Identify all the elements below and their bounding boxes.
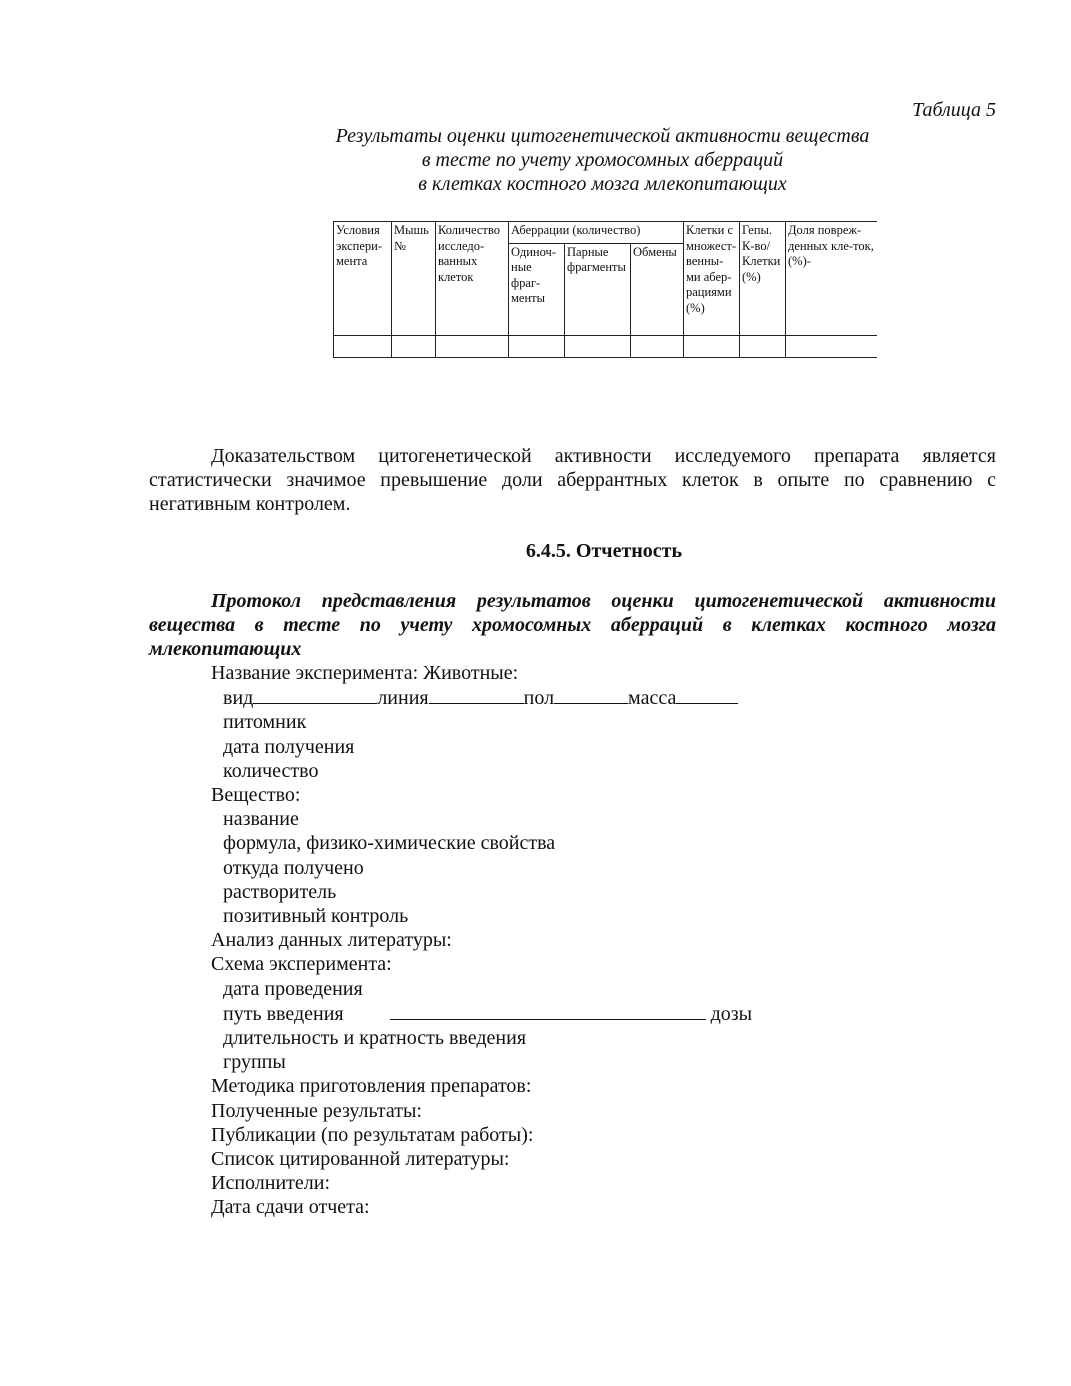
results-label: Полученные результаты: [211, 1099, 422, 1122]
scheme-label: Схема эксперимента: [211, 953, 392, 976]
table-cell [631, 336, 684, 358]
quantity-label: количество [223, 759, 319, 782]
publications-label: Публикации (по результатам работы): [211, 1123, 534, 1146]
executors-label: Исполнители: [211, 1172, 331, 1195]
doses-label: дозы [710, 1002, 753, 1025]
date-conducted-label: дата проведения [223, 977, 363, 1000]
table-cell [436, 336, 509, 358]
species-label: вид [223, 687, 254, 710]
evidence-paragraph: Доказательством цитогенетической активности исследуемого препарата является статистически значимое превышение доли аберрантных клеток в опыте по сравнению с негативным контролем. [149, 445, 996, 515]
section-heading: 6.4.5. Отчетность [525, 540, 683, 562]
line-blank [429, 685, 524, 704]
header-cell-count: Количество исследо-ванных клеток [436, 222, 509, 336]
mass-blank [676, 685, 738, 704]
duration-label: длительность и кратность введения [223, 1027, 527, 1050]
nursery-label: питомник [223, 711, 307, 734]
table-cell [334, 336, 392, 358]
table-header-row [334, 222, 877, 244]
header-damaged-share: Доля повреж-денных кле-ток, (%)- [786, 222, 877, 336]
table-empty-row [334, 336, 877, 358]
positive-control-label: позитивный контроль [223, 905, 409, 928]
route-blank [390, 1001, 706, 1020]
species-blank [253, 685, 377, 704]
line-label: линия [377, 687, 429, 710]
caption-line-1: Результаты оценки цитогенетической активности вещества [335, 125, 870, 147]
experiment-name-label: Название эксперимента: Животные: [211, 662, 519, 684]
header-mouse: Мышь № [392, 222, 436, 336]
table-number-label: Таблица 5 [912, 99, 996, 121]
table-cell [786, 336, 877, 358]
protocol-form [211, 661, 752, 1220]
table-cell [684, 336, 740, 358]
caption-line-2: в тесте по учету хромосомных аберраций [421, 149, 784, 171]
route-doses-line [211, 1001, 752, 1026]
subheader-single-fragments: Одиноч-ные фраг-менты [509, 243, 565, 335]
header-conditions: Условия экспери-мента [334, 222, 392, 336]
substance-name-label: название [223, 808, 299, 831]
header-gaps: Гепы. К-во/ Клетки (%) [740, 222, 786, 336]
table-caption [250, 124, 955, 196]
mass-label: масса [628, 687, 677, 710]
table-cell [565, 336, 631, 358]
sex-blank [554, 685, 628, 704]
literature-analysis-label: Анализ данных литературы: [211, 929, 452, 952]
references-label: Список цитированной литературы: [211, 1148, 510, 1171]
table-cell [392, 336, 436, 358]
results-table [333, 221, 877, 358]
report-date-label: Дата сдачи отчета: [211, 1196, 370, 1219]
substance-label: Вещество: [211, 784, 301, 807]
table-cell [509, 336, 565, 358]
formula-label: формула, физико-химические свойства [223, 832, 556, 855]
table-cell [740, 336, 786, 358]
solvent-label: растворитель [223, 880, 337, 903]
subheader-paired-fragments: Парные фрагменты [565, 243, 631, 335]
header-multiple-aberrations: Клетки с множест-венны-ми абер-рациями (%) [684, 222, 740, 336]
prep-method-label: Методика приготовления препаратов: [211, 1075, 532, 1098]
date-received-label: дата получения [223, 735, 355, 758]
animal-details-line [211, 685, 752, 710]
header-aberrations: Аберрации (количество) [509, 222, 684, 244]
caption-line-3: в клетках костного мозга млекопитающих [418, 173, 787, 195]
groups-label: группы [223, 1051, 286, 1074]
subheader-exchanges: Обмены [631, 243, 684, 335]
sex-label: пол [523, 687, 555, 710]
protocol-title: Протокол представления результатов оценки цитогенетической активности вещества в тесте по учету хромосомных аберраций в клетках костного мозга млекопитающих [149, 590, 996, 660]
source-label: откуда получено [223, 856, 364, 879]
route-label: путь введения [223, 1002, 344, 1025]
